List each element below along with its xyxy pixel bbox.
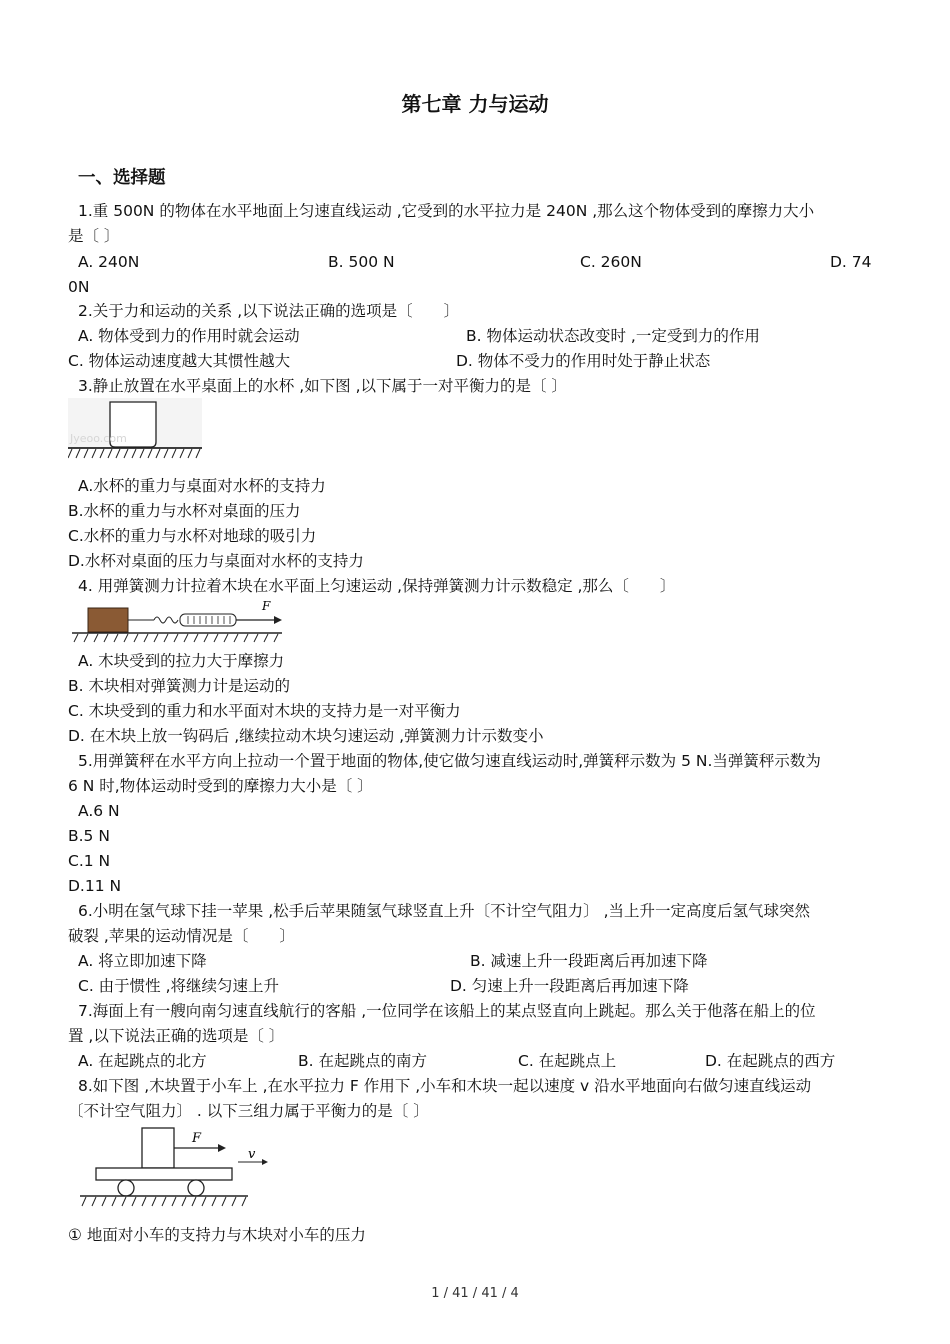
q2-option-d: D. 物体不受力的作用时处于静止状态	[456, 352, 711, 370]
q6-stem-line2: 破裂 ,苹果的运动情况是〔 〕	[68, 927, 295, 945]
q8-stem-line1: 8.如下图 ,木块置于小车上 ,在水平拉力 F 作用下 ,小车和木块一起以速度 v 沿水平地面向右做匀速直线运动	[78, 1077, 812, 1095]
q5-option-d: D.11 N	[68, 877, 122, 895]
q1-option-d-wrap: 0N	[68, 278, 90, 296]
q4-stem: 4. 用弹簧测力计拉着木块在水平面上匀速运动 ,保持弹簧测力计示数稳定 ,那么〔 〕	[78, 577, 676, 595]
q1-option-a: A. 240N	[78, 253, 140, 271]
q1-option-b: B. 500 N	[328, 253, 395, 271]
q6-option-b: B. 减速上升一段距离后再加速下降	[470, 952, 708, 970]
q3-option-d: D.水杯对桌面的压力与桌面对水杯的支持力	[68, 552, 364, 570]
cup-on-table-figure	[68, 398, 202, 464]
q4-force-label: F	[262, 599, 271, 613]
q3-stem: 3.静止放置在水平桌面上的水杯 ,如下图 ,以下属于一对平衡力的是〔 〕	[78, 377, 567, 395]
spring-scale-figure	[70, 598, 284, 646]
q8-stem-line2: 〔不计空气阻力〕 . 以下三组力属于平衡力的是〔 〕	[68, 1102, 429, 1120]
q8-velocity-label: v	[248, 1147, 256, 1162]
page-footer: 1 / 41 / 41 / 4	[431, 1286, 519, 1301]
q7-option-a: A. 在起跳点的北方	[78, 1052, 207, 1070]
q6-option-a: A. 将立即加速下降	[78, 952, 207, 970]
q5-option-c: C.1 N	[68, 852, 111, 870]
q2-option-c: C. 物体运动速度越大其惯性越大	[68, 352, 291, 370]
q7-option-b: B. 在起跳点的南方	[298, 1052, 427, 1070]
q4-option-c: C. 木块受到的重力和水平面对木块的支持力是一对平衡力	[68, 702, 461, 720]
section-heading: 一、选择题	[78, 168, 166, 188]
q8-item-1: ① 地面对小车的支持力与木块对小车的压力	[68, 1226, 366, 1244]
q7-option-c: C. 在起跳点上	[518, 1052, 617, 1070]
q4-option-b: B. 木块相对弹簧测力计是运动的	[68, 677, 290, 695]
q5-option-a: A.6 N	[78, 802, 120, 820]
q2-option-b: B. 物体运动状态改变时 ,一定受到力的作用	[466, 327, 760, 345]
q1-stem-line1: 1.重 500N 的物体在水平地面上匀速直线运动 ,它受到的水平拉力是 240N ,那么这个物体受到的摩擦力大小	[78, 202, 815, 220]
q6-option-d: D. 匀速上升一段距离后再加速下降	[450, 977, 689, 995]
q1-option-c: C. 260N	[580, 253, 642, 271]
q8-force-label: F	[192, 1131, 202, 1146]
q3-option-b: B.水杯的重力与水杯对桌面的压力	[68, 502, 301, 520]
watermark-text: Jyeoo.com	[70, 432, 127, 445]
cart-block-figure	[78, 1122, 274, 1214]
q3-option-c: C.水杯的重力与水杯对地球的吸引力	[68, 527, 317, 545]
q6-stem-line1: 6.小明在氢气球下挂一苹果 ,松手后苹果随氢气球竖直上升〔不计空气阻力〕 ,当上升一定高度后氢气球突然	[78, 902, 810, 920]
q5-option-b: B.5 N	[68, 827, 110, 845]
q2-option-a: A. 物体受到力的作用时就会运动	[78, 327, 300, 345]
q4-option-a: A. 木块受到的拉力大于摩擦力	[78, 652, 285, 670]
q1-stem-line2: 是〔 〕	[68, 227, 120, 245]
page-title: 第七章 力与运动	[401, 92, 549, 116]
q6-option-c: C. 由于惯性 ,将继续匀速上升	[78, 977, 280, 995]
q5-stem-line2: 6 N 时,物体运动时受到的摩擦力大小是〔 〕	[68, 777, 373, 795]
q1-option-d: D. 74	[830, 253, 872, 271]
q3-option-a: A.水杯的重力与桌面对水杯的支持力	[78, 477, 326, 495]
q7-option-d: D. 在起跳点的西方	[705, 1052, 836, 1070]
q2-stem: 2.关于力和运动的关系 ,以下说法正确的选项是〔 〕	[78, 302, 460, 320]
q7-stem-line2: 置 ,以下说法正确的选项是〔 〕	[68, 1027, 285, 1045]
q5-stem-line1: 5.用弹簧秤在水平方向上拉动一个置于地面的物体,使它做匀速直线运动时,弹簧秤示数为 5 N.当弹簧秤示数为	[78, 752, 821, 770]
q7-stem-line1: 7.海面上有一艘向南匀速直线航行的客船 ,一位同学在该船上的某点竖直向上跳起。那么关于他落在船上的位	[78, 1002, 816, 1020]
q4-option-d: D. 在木块上放一钩码后 ,继续拉动木块匀速运动 ,弹簧测力计示数变小	[68, 727, 544, 745]
